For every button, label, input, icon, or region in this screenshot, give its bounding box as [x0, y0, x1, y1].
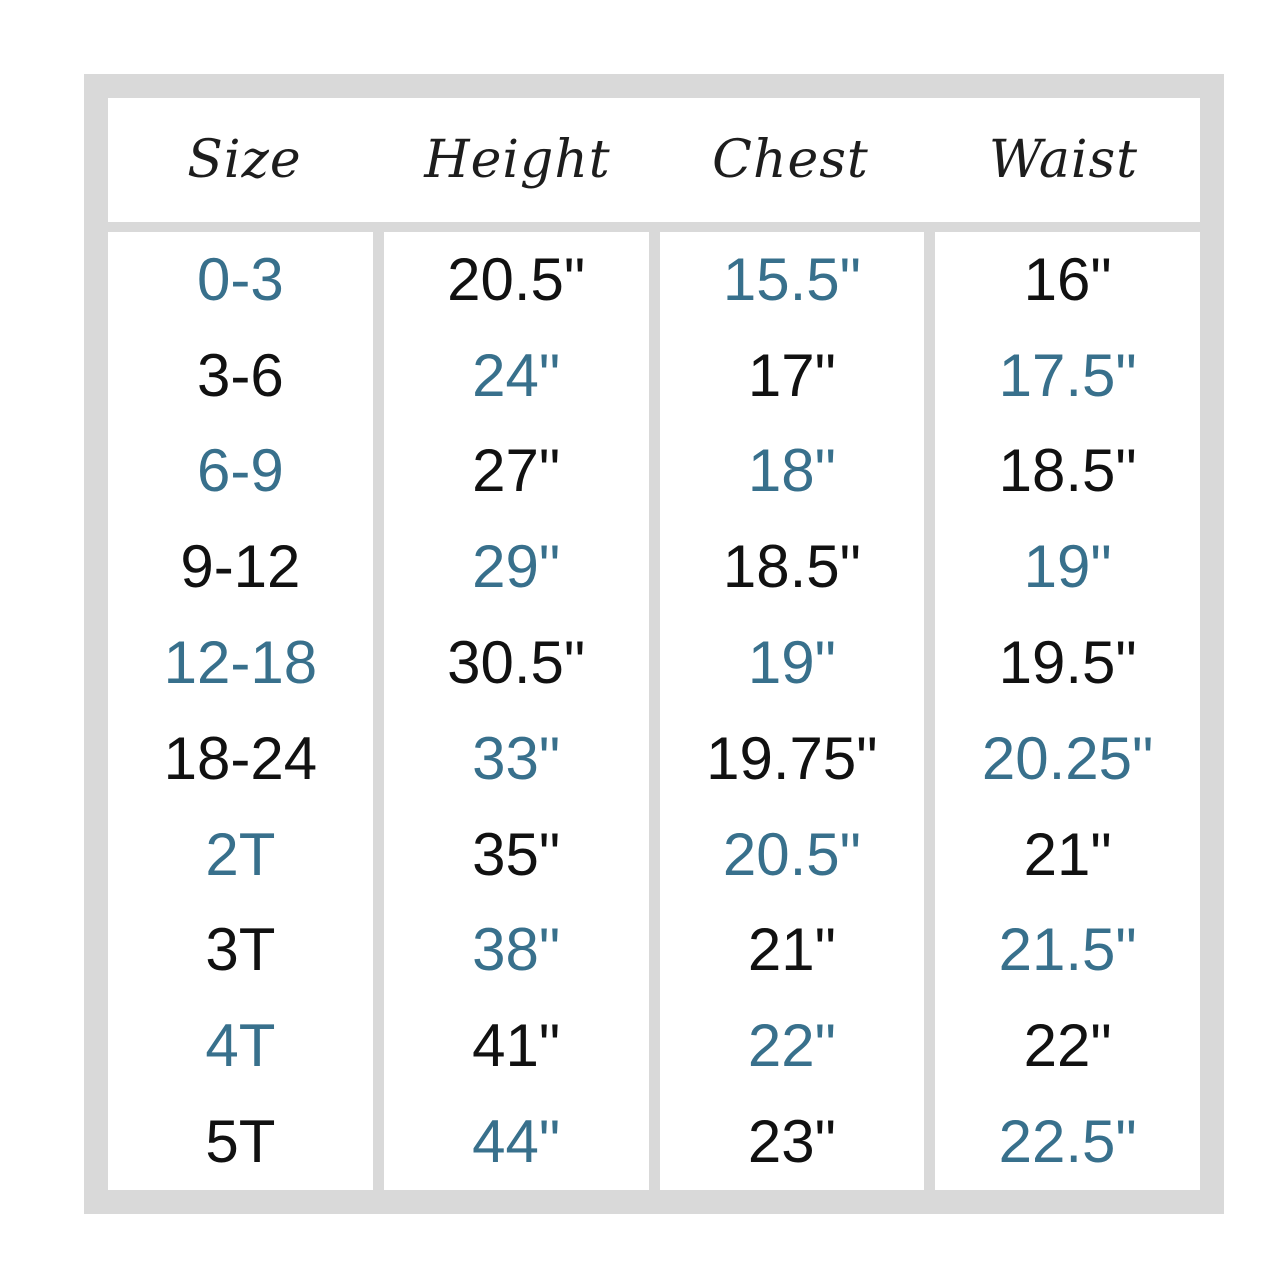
- table-cell: 4T: [205, 1012, 276, 1080]
- table-cell: 18-24: [163, 724, 318, 792]
- table-cell: 19.75": [706, 724, 878, 792]
- table-cell: 35": [472, 820, 561, 888]
- chest-column: [660, 232, 925, 1190]
- table-cell: 19": [747, 629, 836, 697]
- table-cell: 30.5": [447, 629, 586, 697]
- table-cell: 18.5": [998, 437, 1137, 505]
- waist-column: [935, 232, 1200, 1190]
- table-cell: 18.5": [722, 533, 861, 601]
- table-cell: 22.5": [998, 1108, 1137, 1176]
- table-cell: 2T: [205, 820, 276, 888]
- table-cell: 20.25": [981, 724, 1154, 792]
- size-chart-frame: [84, 74, 1224, 1214]
- table-body: [108, 232, 1200, 1190]
- table-cell: 24": [472, 341, 561, 409]
- table-cell: 22": [747, 1012, 836, 1080]
- table-cell: 20.5": [447, 245, 586, 313]
- table-cell: 38": [472, 916, 561, 984]
- table-cell: 21.5": [998, 916, 1137, 984]
- table-cell: 27": [472, 437, 561, 505]
- table-cell: 17": [747, 341, 836, 409]
- table-cell: 9-12: [180, 533, 301, 601]
- table-cell: 16": [1023, 245, 1112, 313]
- size-column: [108, 232, 373, 1190]
- column-header-height: Height: [424, 130, 611, 190]
- column-header-waist: Waist: [988, 130, 1139, 190]
- table-cell: 0-3: [197, 245, 284, 313]
- table-cell: 18": [747, 437, 836, 505]
- table-header-row: [108, 98, 1200, 222]
- column-header-chest: Chest: [712, 130, 869, 190]
- table-cell: 6-9: [197, 437, 284, 505]
- table-cell: 3-6: [197, 341, 284, 409]
- table-cell: 19": [1023, 533, 1112, 601]
- table-cell: 17.5": [998, 341, 1137, 409]
- table-cell: 20.5": [722, 820, 861, 888]
- size-chart-inner: [108, 98, 1200, 1190]
- height-column: [384, 232, 649, 1190]
- table-cell: 21": [1023, 820, 1112, 888]
- table-cell: 22": [1023, 1012, 1112, 1080]
- table-cell: 15.5": [722, 245, 861, 313]
- table-cell: 44": [472, 1108, 561, 1176]
- table-cell: 23": [747, 1108, 836, 1176]
- table-cell: 12-18: [163, 629, 318, 697]
- table-cell: 3T: [205, 916, 276, 984]
- table-cell: 41": [472, 1012, 561, 1080]
- column-header-size: Size: [187, 130, 302, 190]
- table-cell: 29": [472, 533, 561, 601]
- table-cell: 21": [747, 916, 836, 984]
- table-cell: 33": [472, 724, 561, 792]
- table-cell: 19.5": [998, 629, 1137, 697]
- table-cell: 5T: [205, 1108, 276, 1176]
